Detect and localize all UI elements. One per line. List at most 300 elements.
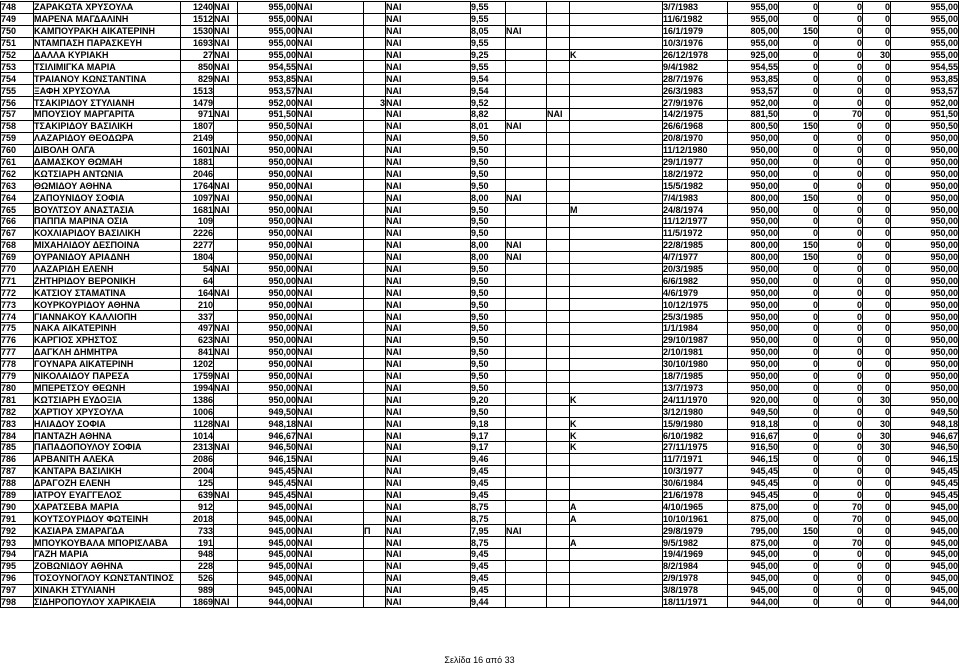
cell-extra-1: 0: [779, 537, 819, 549]
cell-flag-5: [547, 216, 570, 228]
cell-flag-5: [547, 287, 570, 299]
cell-name: ΚΑΣΙΑΡΑ ΣΜΑΡΑΓΔΑ: [34, 525, 181, 537]
cell-total: 950,00: [891, 382, 959, 394]
cell-flag-2: ΝΑΙ: [297, 311, 364, 323]
cell-date: 11/12/1980: [663, 144, 728, 156]
cell-category: [570, 61, 663, 73]
cell-flag-3: ΝΑΙ: [386, 477, 471, 489]
cell-registry-number: 1097: [181, 192, 214, 204]
cell-points: 950,00: [238, 334, 297, 346]
cell-category: [570, 548, 663, 560]
cell-flag-1: [214, 299, 238, 311]
cell-flag-2: ΝΑΙ: [297, 49, 364, 61]
cell-extra-2: 0: [819, 180, 863, 192]
cell-name: ΟΥΡΑΝΙΔΟΥ ΑΡΙΑΔΝΗ: [34, 251, 181, 263]
cell-flag-4: [506, 311, 547, 323]
cell-extra-1: 0: [779, 560, 819, 572]
cell-flag-4: [506, 275, 547, 287]
cell-flag-4: ΝΑΙ: [506, 239, 547, 251]
cell-flag-3: ΝΑΙ: [386, 430, 471, 442]
cell-base-points: 944,00: [728, 596, 779, 608]
cell-category: [570, 311, 663, 323]
cell-mark: [364, 453, 386, 465]
cell-flag-5: [547, 323, 570, 335]
cell-mark: [364, 334, 386, 346]
cell-score: 9,55: [471, 13, 506, 25]
table-row: [1, 61, 959, 73]
cell-flag-4: [506, 477, 547, 489]
cell-extra-2: 0: [819, 525, 863, 537]
cell-category: [570, 287, 663, 299]
table-row: [1, 132, 959, 144]
cell-mark: [364, 560, 386, 572]
cell-name: ΜΠΟΥΣΙΟΥ ΜΑΡΓΑΡΙΤΑ: [34, 109, 181, 121]
cell-date: 7/4/1983: [663, 192, 728, 204]
cell-row-number: 771: [1, 275, 34, 287]
cell-extra-3: 0: [863, 370, 891, 382]
cell-extra-1: 0: [779, 85, 819, 97]
cell-flag-1: [214, 513, 238, 525]
table-row: [1, 2, 959, 14]
cell-date: 16/1/1979: [663, 25, 728, 37]
cell-date: 18/2/1972: [663, 168, 728, 180]
cell-flag-3: ΝΑΙ: [386, 560, 471, 572]
cell-points: 945,00: [238, 525, 297, 537]
cell-registry-number: 912: [181, 501, 214, 513]
table-row: [1, 370, 959, 382]
cell-score: 9,50: [471, 263, 506, 275]
cell-flag-3: ΝΑΙ: [386, 513, 471, 525]
cell-mark: [364, 227, 386, 239]
table-row: [1, 156, 959, 168]
cell-flag-4: [506, 334, 547, 346]
page-footer: [0, 655, 959, 665]
cell-extra-2: 0: [819, 13, 863, 25]
cell-row-number: 783: [1, 418, 34, 430]
cell-points: 945,00: [238, 548, 297, 560]
cell-extra-2: 0: [819, 263, 863, 275]
cell-mark: [364, 572, 386, 584]
cell-flag-5: [547, 572, 570, 584]
cell-base-points: 945,00: [728, 548, 779, 560]
cell-extra-3: 0: [863, 227, 891, 239]
cell-extra-3: 0: [863, 144, 891, 156]
cell-extra-1: 0: [779, 406, 819, 418]
cell-flag-3: ΝΑΙ: [386, 132, 471, 144]
cell-total: 950,00: [891, 180, 959, 192]
cell-row-number: 794: [1, 548, 34, 560]
cell-flag-5: [547, 251, 570, 263]
cell-extra-3: 0: [863, 85, 891, 97]
cell-base-points: 949,50: [728, 406, 779, 418]
cell-registry-number: 1512: [181, 13, 214, 25]
cell-flag-5: [547, 370, 570, 382]
cell-flag-3: ΝΑΙ: [386, 263, 471, 275]
cell-score: 8,75: [471, 537, 506, 549]
cell-flag-5: [547, 394, 570, 406]
cell-mark: [364, 418, 386, 430]
cell-name: ΝΤΑΜΠΑΣΗ ΠΑΡΑΣΚΕΥΗ: [34, 37, 181, 49]
cell-flag-4: [506, 406, 547, 418]
cell-extra-3: 0: [863, 513, 891, 525]
cell-row-number: 784: [1, 430, 34, 442]
cell-row-number: 766: [1, 216, 34, 228]
cell-base-points: 946,15: [728, 453, 779, 465]
cell-total: 950,00: [891, 227, 959, 239]
cell-row-number: 793: [1, 537, 34, 549]
cell-flag-3: ΝΑΙ: [386, 2, 471, 14]
cell-flag-5: [547, 180, 570, 192]
cell-score: 9,18: [471, 418, 506, 430]
cell-flag-2: ΝΑΙ: [297, 73, 364, 85]
cell-flag-2: ΝΑΙ: [297, 216, 364, 228]
cell-points: 955,00: [238, 13, 297, 25]
cell-flag-1: [214, 537, 238, 549]
cell-flag-5: [547, 263, 570, 275]
cell-mark: [364, 109, 386, 121]
cell-flag-2: ΝΑΙ: [297, 239, 364, 251]
cell-row-number: 749: [1, 13, 34, 25]
cell-category: [570, 2, 663, 14]
cell-name: ΠΑΝΤΑΖΗ ΑΘΗΝΑ: [34, 430, 181, 442]
cell-total: 945,00: [891, 525, 959, 537]
cell-name: ΤΟΣΟΥΝΟΓΛΟΥ ΚΩΝΣΤΑΝΤΙΝΟΣ: [34, 572, 181, 584]
cell-flag-1: ΝΑΙ: [214, 73, 238, 85]
cell-base-points: 950,00: [728, 156, 779, 168]
cell-extra-3: 0: [863, 73, 891, 85]
cell-base-points: 950,00: [728, 311, 779, 323]
cell-date: 11/7/1971: [663, 453, 728, 465]
cell-score: 8,75: [471, 513, 506, 525]
cell-flag-5: [547, 2, 570, 14]
cell-date: 27/11/1975: [663, 441, 728, 453]
cell-mark: [364, 596, 386, 608]
cell-base-points: 800,00: [728, 239, 779, 251]
cell-flag-5: [547, 465, 570, 477]
cell-row-number: 752: [1, 49, 34, 61]
cell-flag-2: ΝΑΙ: [297, 572, 364, 584]
cell-name: ΚΑΜΠΟΥΡΑΚΗ ΑΙΚΑΤΕΡΙΝΗ: [34, 25, 181, 37]
cell-flag-3: ΝΑΙ: [386, 168, 471, 180]
cell-points: 950,00: [238, 156, 297, 168]
cell-name: ΖΑΡΑΚΩΤΑ ΧΡΥΣΟΥΛΑ: [34, 2, 181, 14]
cell-extra-3: 0: [863, 501, 891, 513]
cell-base-points: 945,45: [728, 465, 779, 477]
cell-extra-2: 0: [819, 358, 863, 370]
cell-mark: [364, 513, 386, 525]
cell-flag-1: ΝΑΙ: [214, 323, 238, 335]
cell-registry-number: 1530: [181, 25, 214, 37]
table-row: [1, 120, 959, 132]
cell-flag-5: [547, 156, 570, 168]
cell-flag-4: [506, 346, 547, 358]
table-row: [1, 144, 959, 156]
cell-extra-3: 0: [863, 537, 891, 549]
cell-flag-2: ΝΑΙ: [297, 477, 364, 489]
cell-extra-1: 150: [779, 239, 819, 251]
cell-extra-2: 0: [819, 168, 863, 180]
cell-total: 950,00: [891, 346, 959, 358]
cell-extra-2: 0: [819, 239, 863, 251]
cell-flag-1: [214, 311, 238, 323]
cell-total: 950,00: [891, 263, 959, 275]
cell-flag-2: ΝΑΙ: [297, 501, 364, 513]
cell-base-points: 945,45: [728, 477, 779, 489]
cell-flag-2: ΝΑΙ: [297, 513, 364, 525]
cell-date: 10/3/1977: [663, 465, 728, 477]
cell-flag-5: [547, 596, 570, 608]
cell-extra-2: 0: [819, 346, 863, 358]
cell-registry-number: 337: [181, 311, 214, 323]
cell-flag-5: [547, 548, 570, 560]
cell-base-points: 945,45: [728, 489, 779, 501]
cell-category: [570, 120, 663, 132]
cell-total: 950,00: [891, 323, 959, 335]
cell-name: ΤΣΑΚΙΡΙΔΟΥ ΣΤΥΛΙΑΝΗ: [34, 97, 181, 109]
cell-flag-4: ΝΑΙ: [506, 192, 547, 204]
cell-extra-1: 0: [779, 109, 819, 121]
cell-total: 950,00: [891, 311, 959, 323]
cell-extra-3: 0: [863, 25, 891, 37]
cell-flag-5: [547, 537, 570, 549]
cell-flag-4: [506, 370, 547, 382]
cell-flag-2: ΝΑΙ: [297, 37, 364, 49]
cell-row-number: 779: [1, 370, 34, 382]
cell-extra-2: 0: [819, 251, 863, 263]
cell-points: 946,50: [238, 441, 297, 453]
cell-extra-3: 0: [863, 572, 891, 584]
cell-flag-3: ΝΑΙ: [386, 453, 471, 465]
cell-extra-2: 0: [819, 441, 863, 453]
cell-flag-3: ΝΑΙ: [386, 489, 471, 501]
cell-flag-2: ΝΑΙ: [297, 251, 364, 263]
cell-extra-2: 0: [819, 227, 863, 239]
cell-total: 955,00: [891, 25, 959, 37]
cell-extra-1: 0: [779, 323, 819, 335]
cell-extra-3: 0: [863, 132, 891, 144]
cell-row-number: 756: [1, 97, 34, 109]
cell-registry-number: 1764: [181, 180, 214, 192]
cell-name: ΖΗΤΗΡΙΔΟΥ ΒΕΡΟΝΙΚΗ: [34, 275, 181, 287]
cell-flag-1: [214, 132, 238, 144]
cell-mark: [364, 584, 386, 596]
cell-mark: [364, 251, 386, 263]
cell-extra-2: 0: [819, 287, 863, 299]
cell-category: Κ: [570, 394, 663, 406]
cell-total: 950,00: [891, 144, 959, 156]
cell-flag-4: [506, 584, 547, 596]
cell-flag-2: ΝΑΙ: [297, 168, 364, 180]
cell-registry-number: 164: [181, 287, 214, 299]
cell-date: 18/7/1985: [663, 370, 728, 382]
cell-category: [570, 192, 663, 204]
cell-category: Μ: [570, 204, 663, 216]
cell-flag-5: [547, 13, 570, 25]
cell-flag-1: ΝΑΙ: [214, 287, 238, 299]
cell-flag-4: ΝΑΙ: [506, 525, 547, 537]
cell-mark: [364, 156, 386, 168]
cell-extra-2: 0: [819, 370, 863, 382]
cell-score: 9,50: [471, 156, 506, 168]
cell-category: [570, 560, 663, 572]
cell-flag-4: [506, 37, 547, 49]
cell-flag-4: [506, 227, 547, 239]
cell-flag-1: ΝΑΙ: [214, 489, 238, 501]
cell-registry-number: 2086: [181, 453, 214, 465]
cell-row-number: 748: [1, 2, 34, 14]
cell-date: 4/10/1965: [663, 501, 728, 513]
cell-flag-4: [506, 430, 547, 442]
cell-extra-1: 150: [779, 120, 819, 132]
cell-total: 950,00: [891, 156, 959, 168]
cell-extra-3: 0: [863, 346, 891, 358]
cell-date: 2/9/1978: [663, 572, 728, 584]
cell-flag-5: [547, 239, 570, 251]
cell-extra-1: 0: [779, 370, 819, 382]
cell-extra-1: 0: [779, 358, 819, 370]
cell-row-number: 750: [1, 25, 34, 37]
cell-extra-3: 0: [863, 323, 891, 335]
cell-mark: [364, 489, 386, 501]
cell-score: 9,45: [471, 548, 506, 560]
cell-points: 952,00: [238, 97, 297, 109]
cell-flag-4: ΝΑΙ: [506, 25, 547, 37]
cell-registry-number: 1601: [181, 144, 214, 156]
table-row: [1, 394, 959, 406]
cell-flag-3: ΝΑΙ: [386, 73, 471, 85]
cell-flag-2: ΝΑΙ: [297, 97, 364, 109]
cell-flag-1: [214, 275, 238, 287]
cell-row-number: 797: [1, 584, 34, 596]
cell-date: 15/5/1982: [663, 180, 728, 192]
cell-flag-1: [214, 97, 238, 109]
cell-extra-3: 0: [863, 334, 891, 346]
cell-extra-2: 70: [819, 501, 863, 513]
cell-total: 945,45: [891, 465, 959, 477]
cell-extra-3: 0: [863, 311, 891, 323]
cell-base-points: 945,00: [728, 572, 779, 584]
cell-date: 11/12/1977: [663, 216, 728, 228]
cell-mark: [364, 168, 386, 180]
cell-flag-5: [547, 61, 570, 73]
cell-base-points: 950,00: [728, 216, 779, 228]
cell-category: [570, 37, 663, 49]
cell-row-number: 776: [1, 334, 34, 346]
cell-registry-number: 1994: [181, 382, 214, 394]
cell-extra-3: 0: [863, 275, 891, 287]
cell-category: [570, 85, 663, 97]
cell-category: [570, 227, 663, 239]
cell-flag-1: ΝΑΙ: [214, 204, 238, 216]
cell-row-number: 777: [1, 346, 34, 358]
cell-total: 945,00: [891, 560, 959, 572]
cell-name: ΚΟΥΡΚΟΥΡΙΔΟΥ ΑΘΗΝΑ: [34, 299, 181, 311]
cell-points: 955,00: [238, 25, 297, 37]
cell-score: 9,20: [471, 394, 506, 406]
cell-extra-1: 0: [779, 73, 819, 85]
cell-extra-3: 0: [863, 382, 891, 394]
cell-total: 946,15: [891, 453, 959, 465]
cell-extra-2: 0: [819, 311, 863, 323]
cell-registry-number: 2149: [181, 132, 214, 144]
cell-extra-1: 0: [779, 97, 819, 109]
cell-name: ΤΡΑΙΑΝΟΥ ΚΩΝΣΤΑΝΤΙΝΑ: [34, 73, 181, 85]
cell-row-number: 778: [1, 358, 34, 370]
cell-total: 945,00: [891, 572, 959, 584]
cell-mark: [364, 346, 386, 358]
cell-date: 6/10/1982: [663, 430, 728, 442]
cell-flag-4: [506, 168, 547, 180]
cell-date: 26/3/1983: [663, 85, 728, 97]
cell-base-points: 955,00: [728, 2, 779, 14]
cell-flag-2: ΝΑΙ: [297, 109, 364, 121]
cell-extra-2: 0: [819, 560, 863, 572]
cell-category: [570, 477, 663, 489]
cell-date: 29/1/1977: [663, 156, 728, 168]
cell-category: [570, 263, 663, 275]
results-table: [0, 1, 959, 608]
cell-total: 945,00: [891, 584, 959, 596]
cell-registry-number: 2226: [181, 227, 214, 239]
cell-flag-2: ΝΑΙ: [297, 358, 364, 370]
cell-flag-3: ΝΑΙ: [386, 85, 471, 97]
cell-points: 955,00: [238, 2, 297, 14]
cell-score: 8,01: [471, 120, 506, 132]
cell-row-number: 781: [1, 394, 34, 406]
cell-mark: [364, 370, 386, 382]
table-row: [1, 180, 959, 192]
cell-registry-number: 2018: [181, 513, 214, 525]
cell-row-number: 759: [1, 132, 34, 144]
cell-row-number: 767: [1, 227, 34, 239]
cell-flag-5: [547, 406, 570, 418]
cell-extra-3: 0: [863, 204, 891, 216]
cell-flag-1: [214, 358, 238, 370]
cell-total: 952,00: [891, 97, 959, 109]
cell-category: Α: [570, 501, 663, 513]
cell-category: Κ: [570, 49, 663, 61]
cell-flag-1: ΝΑΙ: [214, 49, 238, 61]
cell-flag-1: ΝΑΙ: [214, 2, 238, 14]
cell-date: 30/10/1980: [663, 358, 728, 370]
cell-points: 950,00: [238, 239, 297, 251]
cell-name: ΔΑΜΑΣΚΟΥ ΘΩΜΑΗ: [34, 156, 181, 168]
cell-flag-3: ΝΑΙ: [386, 61, 471, 73]
cell-base-points: 950,00: [728, 144, 779, 156]
cell-mark: [364, 263, 386, 275]
cell-registry-number: 989: [181, 584, 214, 596]
cell-total: 950,00: [891, 251, 959, 263]
cell-flag-3: ΝΑΙ: [386, 299, 471, 311]
cell-date: 9/4/1982: [663, 61, 728, 73]
cell-row-number: 791: [1, 513, 34, 525]
table-row: [1, 37, 959, 49]
cell-flag-5: [547, 560, 570, 572]
cell-extra-1: 0: [779, 216, 819, 228]
cell-row-number: 764: [1, 192, 34, 204]
cell-points: 955,00: [238, 49, 297, 61]
cell-mark: [364, 287, 386, 299]
cell-total: 953,85: [891, 73, 959, 85]
cell-extra-3: 30: [863, 394, 891, 406]
cell-flag-4: [506, 263, 547, 275]
cell-extra-2: 0: [819, 85, 863, 97]
cell-category: [570, 180, 663, 192]
table-row: [1, 109, 959, 121]
cell-name: ΧΙΝΑΚΗ ΣΤΥΛΙΑΝΗ: [34, 584, 181, 596]
cell-flag-3: ΝΑΙ: [386, 120, 471, 132]
cell-flag-1: ΝΑΙ: [214, 418, 238, 430]
